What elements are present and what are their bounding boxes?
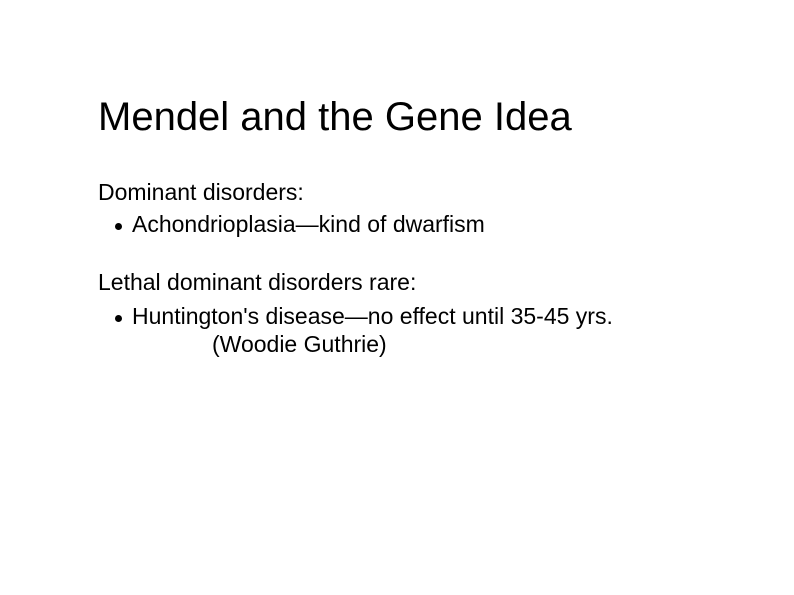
bullet-continuation-text: (Woodie Guthrie) (212, 331, 387, 357)
bullet-dot-icon (115, 223, 122, 230)
bullet-dot-icon (115, 315, 122, 322)
bullet-text: Achondrioplasia—kind of dwarfism (132, 211, 485, 237)
slide-title: Mendel and the Gene Idea (98, 95, 572, 139)
section-heading-dominant-disorders: Dominant disorders: (98, 179, 304, 205)
bullet-item (0, 210, 794, 238)
bullet-item (0, 302, 794, 330)
section-heading-lethal-dominant-disorders: Lethal dominant disorders rare: (98, 269, 417, 295)
bullet-text: Huntington's disease—no effect until 35-45 yrs. (132, 303, 613, 329)
